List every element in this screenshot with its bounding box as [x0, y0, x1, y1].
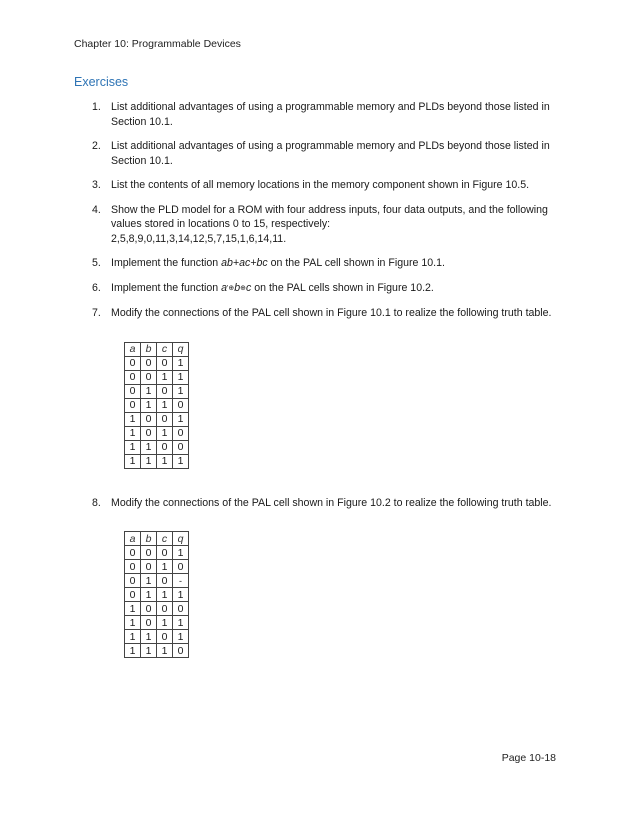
- truth-table-2: [124, 531, 189, 658]
- table-cell: 0: [157, 630, 173, 644]
- xor-operator: ⊕: [240, 284, 247, 292]
- column-header: q: [173, 342, 189, 356]
- exercise-text-after: on the PAL cell shown in Figure 10.1.: [267, 257, 445, 269]
- table-cell: 1: [125, 630, 141, 644]
- table-header-row: [125, 532, 189, 546]
- variable-b: b: [234, 281, 241, 294]
- table-cell: 0: [141, 356, 157, 370]
- table-cell: 1: [157, 398, 173, 412]
- table-cell: 0: [173, 440, 189, 454]
- exercise-text: List additional advantages of using a programmable memory and PLDs beyond those listed in Section 10.1.: [111, 140, 550, 167]
- table-row: [125, 426, 189, 440]
- variable-a: a: [221, 281, 228, 294]
- truth-table-1: [124, 342, 189, 469]
- exercise-list: [92, 100, 562, 658]
- table-cell: 1: [157, 560, 173, 574]
- table-cell: 1: [125, 616, 141, 630]
- table-cell: 1: [141, 630, 157, 644]
- exercise-text: Modify the connections of the PAL cell shown in Figure 10.2 to realize the following truth table.: [111, 496, 552, 509]
- table-cell: 0: [141, 560, 157, 574]
- exercise-text: [111, 281, 562, 297]
- exercise-1: [92, 100, 562, 129]
- table-row: [125, 412, 189, 426]
- table-row: [125, 574, 189, 588]
- table-cell: 0: [125, 370, 141, 384]
- table-cell: 0: [125, 560, 141, 574]
- column-header: a: [125, 342, 141, 356]
- table-cell: 0: [157, 356, 173, 370]
- table-cell: 0: [157, 440, 173, 454]
- exercise-8: [92, 496, 562, 659]
- table-cell: 0: [157, 602, 173, 616]
- exercise-text: List the contents of all memory locations in the memory component shown in Figure 10.5.: [111, 179, 530, 191]
- table-cell: 1: [125, 454, 141, 468]
- table-cell: 1: [141, 384, 157, 398]
- table-row: [125, 602, 189, 616]
- table-cell: 1: [141, 440, 157, 454]
- table-cell: 0: [125, 398, 141, 412]
- exercise-number: 4.: [92, 203, 101, 216]
- table-cell: 0: [141, 546, 157, 560]
- table-cell: 1: [125, 426, 141, 440]
- table-row: [125, 546, 189, 560]
- column-header: b: [141, 532, 157, 546]
- table-row: [125, 616, 189, 630]
- exercise-text-before: Implement the function: [111, 257, 222, 269]
- table-cell: 1: [173, 616, 189, 630]
- column-header: c: [157, 342, 173, 356]
- column-header: a: [125, 532, 141, 546]
- exercise-5: [92, 256, 562, 271]
- table-cell: 0: [173, 602, 189, 616]
- table-cell: 1: [157, 454, 173, 468]
- table-row: [125, 560, 189, 574]
- table-cell: 0: [173, 644, 189, 658]
- table-cell: 1: [173, 356, 189, 370]
- exercise-3: [92, 178, 562, 193]
- table-row: [125, 398, 189, 412]
- column-header: q: [173, 532, 189, 546]
- table-cell: 1: [157, 616, 173, 630]
- variable-c: c: [246, 281, 252, 294]
- table-cell: 0: [125, 574, 141, 588]
- table-cell: 0: [173, 398, 189, 412]
- table-cell: 1: [173, 630, 189, 644]
- table-cell: 1: [125, 602, 141, 616]
- exercise-number: 3.: [92, 179, 101, 191]
- table-cell: 0: [157, 412, 173, 426]
- exercise-number: 1.: [92, 101, 101, 113]
- exercise-2: [92, 139, 562, 168]
- column-header: b: [141, 342, 157, 356]
- xor-operator: '⊕: [227, 284, 235, 292]
- table-cell: 0: [125, 384, 141, 398]
- exercise-text: List additional advantages of using a programmable memory and PLDs beyond those listed in Section 10.1.: [111, 101, 550, 128]
- table-row: [125, 454, 189, 468]
- table-cell: 0: [141, 616, 157, 630]
- table-cell: 1: [141, 398, 157, 412]
- table-cell: 0: [157, 546, 173, 560]
- table-row: [125, 370, 189, 384]
- exercise-number: 5.: [92, 257, 101, 269]
- column-header: c: [157, 532, 173, 546]
- table-cell: 0: [141, 370, 157, 384]
- table-cell: 1: [173, 454, 189, 468]
- exercise-text-after: on the PAL cells shown in Figure 10.2.: [251, 281, 434, 294]
- table-cell: 0: [141, 412, 157, 426]
- table-row: [125, 384, 189, 398]
- table-cell: 1: [157, 588, 173, 602]
- exercise-text: Show the PLD model for a ROM with four address inputs, four data outputs, and the following values stored in locations 0 to 15, respectively:: [111, 203, 548, 230]
- table-header-row: [125, 342, 189, 356]
- table-cell: 0: [125, 588, 141, 602]
- table-cell: 1: [141, 644, 157, 658]
- exercise-7: [92, 306, 562, 469]
- table-cell: 1: [157, 370, 173, 384]
- running-header: Chapter 10: Programmable Devices: [74, 38, 241, 50]
- table-cell: 1: [141, 588, 157, 602]
- table-cell: 1: [157, 644, 173, 658]
- table-row: [125, 630, 189, 644]
- table-row: [125, 644, 189, 658]
- exercise-6: [92, 281, 562, 297]
- table-cell: 1: [173, 370, 189, 384]
- table-cell: 0: [141, 426, 157, 440]
- table-cell: 0: [157, 384, 173, 398]
- section-title: Exercises: [74, 75, 129, 89]
- table-cell: 1: [125, 644, 141, 658]
- table-cell: 1: [173, 412, 189, 426]
- exercise-text-before: Implement the function: [111, 281, 222, 294]
- exercise-number: 2.: [92, 140, 101, 152]
- page-number: Page 10-18: [501, 752, 556, 764]
- table-cell: 1: [141, 454, 157, 468]
- exercise-4: [92, 203, 562, 247]
- table-cell: 0: [173, 560, 189, 574]
- exercise-text: Modify the connections of the PAL cell shown in Figure 10.1 to realize the following truth table.: [111, 307, 552, 319]
- table-cell: 0: [173, 426, 189, 440]
- rom-value-sequence: 2,5,8,9,0,11,3,14,12,5,7,15,1,6,14,11.: [111, 232, 287, 245]
- table-cell: 1: [125, 440, 141, 454]
- table-cell: 1: [125, 412, 141, 426]
- exercise-number: 8.: [92, 496, 101, 509]
- table-cell: 0: [157, 574, 173, 588]
- exercise-number: 7.: [92, 307, 101, 319]
- table-row: [125, 588, 189, 602]
- dont-care-cell: -: [173, 574, 189, 588]
- table-cell: 1: [173, 384, 189, 398]
- table-cell: 0: [125, 356, 141, 370]
- table-cell: 1: [141, 574, 157, 588]
- table-cell: 0: [141, 602, 157, 616]
- table-row: [125, 356, 189, 370]
- exercise-number: 6.: [92, 281, 101, 294]
- boolean-function: ab+ac+bc: [221, 257, 268, 269]
- table-cell: 0: [125, 546, 141, 560]
- table-row: [125, 440, 189, 454]
- table-cell: 1: [157, 426, 173, 440]
- table-cell: 1: [173, 546, 189, 560]
- exercise-text: [111, 256, 562, 271]
- table-cell: 1: [173, 588, 189, 602]
